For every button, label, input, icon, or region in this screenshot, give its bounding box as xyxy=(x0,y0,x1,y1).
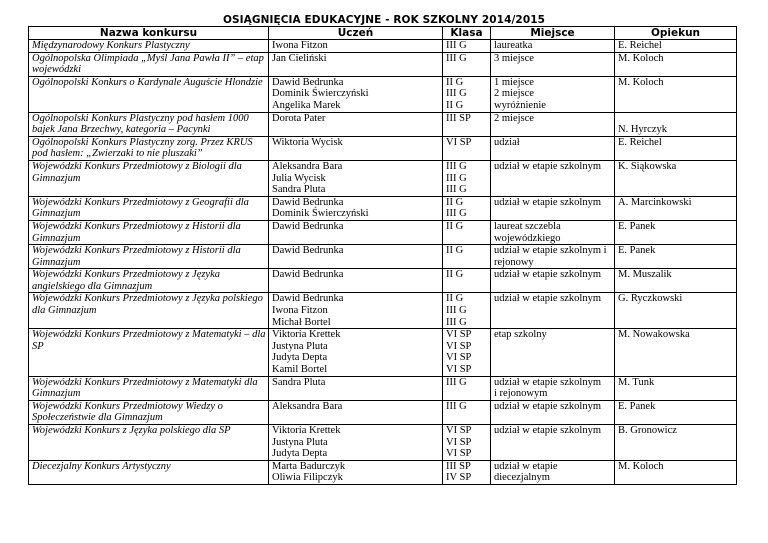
class-line: VI SP xyxy=(446,340,472,352)
class-cell xyxy=(443,196,491,220)
student-cell xyxy=(269,329,443,376)
class-cell xyxy=(443,112,491,136)
teacher-line: K. Siąkowska xyxy=(618,160,677,172)
place-line: udział w etapie szkolnym xyxy=(494,376,602,388)
table-row xyxy=(29,329,737,376)
class-cell xyxy=(443,40,491,53)
teacher-line: M. Tunk xyxy=(618,376,655,388)
teacher-cell xyxy=(615,220,737,244)
contest-name-cell: Wojewódzki Konkurs Przedmiotowy z Historii dla Gimnazjum xyxy=(29,245,269,269)
teacher-line: E. Panek xyxy=(618,220,656,232)
student-cell xyxy=(269,160,443,196)
student-line: Justyna Pluta xyxy=(272,436,328,448)
class-line: III SP xyxy=(446,112,471,124)
teacher-line: E. Reichel xyxy=(618,136,662,148)
student-line: Dorota Pater xyxy=(272,112,326,124)
table-row xyxy=(29,376,737,400)
teacher-cell xyxy=(615,460,737,484)
student-line: Dominik Świerczyński xyxy=(272,88,369,100)
contest-name-cell: Wojewódzki Konkurs z Języka polskiego dla SP xyxy=(29,425,269,461)
place-line: 3 miejsce xyxy=(494,52,534,64)
place-line: udział w etapie szkolnym xyxy=(494,425,602,436)
student-cell xyxy=(269,460,443,484)
teacher-cell xyxy=(615,40,737,53)
class-cell xyxy=(443,52,491,76)
teacher-line: E. Panek xyxy=(618,400,656,412)
class-cell xyxy=(443,460,491,484)
class-line: II G xyxy=(446,196,464,208)
table-row xyxy=(29,112,737,136)
student-line: Iwona Fitzon xyxy=(272,40,328,51)
table-header-row xyxy=(29,27,737,40)
teacher-line: E. Panek xyxy=(618,245,656,257)
student-cell xyxy=(269,376,443,400)
class-line: III G xyxy=(446,184,467,196)
place-line: udział w etapie szkolnym xyxy=(494,196,602,208)
table-row xyxy=(29,196,737,220)
teacher-cell xyxy=(615,52,737,76)
table-row xyxy=(29,400,737,424)
class-line: IV SP xyxy=(446,472,472,484)
place-line: rejonowy xyxy=(494,256,534,268)
table-row xyxy=(29,425,737,461)
teacher-line: G. Ryczkowski xyxy=(618,293,683,305)
teacher-line xyxy=(618,113,734,125)
place-cell xyxy=(491,425,615,461)
contest-name-cell: Wojewódzki Konkurs Przedmiotowy Wiedzy o Społeczeństwie dla Gimnazjum xyxy=(29,400,269,424)
contest-name-cell: Wojewódzki Konkurs Przedmiotowy z Języka angielskiego dla Gimnazjum xyxy=(29,269,269,293)
student-line: Wiktoria Wycisk xyxy=(272,136,343,148)
class-line: VI SP xyxy=(446,136,472,148)
class-cell xyxy=(443,293,491,329)
student-line: Judyta Depta xyxy=(272,448,328,460)
header-place: Miejsce xyxy=(491,27,615,40)
student-line: Dawid Bedrunka xyxy=(272,293,344,305)
contest-name-cell: Wojewódzki Konkurs Przedmiotowy z Języka polskiego dla Gimnazjum xyxy=(29,293,269,329)
class-line: VI SP xyxy=(446,364,472,376)
table-row xyxy=(29,136,737,160)
student-line: Dominik Świerczyński xyxy=(272,208,369,220)
class-line: III G xyxy=(446,88,467,100)
place-cell xyxy=(491,40,615,53)
teacher-line: M. Koloch xyxy=(618,76,664,88)
table-row xyxy=(29,220,737,244)
class-cell xyxy=(443,136,491,160)
place-cell xyxy=(491,400,615,424)
contest-name-cell: Diecezjalny Konkurs Artystyczny xyxy=(29,460,269,484)
student-cell xyxy=(269,425,443,461)
student-line: Sandra Pluta xyxy=(272,184,326,196)
class-line: II G xyxy=(446,220,464,232)
contest-name-cell: Wojewódzki Konkurs Przedmiotowy z Geografii dla Gimnazjum xyxy=(29,196,269,220)
class-line: III G xyxy=(446,160,467,172)
place-cell xyxy=(491,136,615,160)
place-line: diecezjalnym xyxy=(494,472,550,484)
class-line: III G xyxy=(446,305,467,317)
class-line: II G xyxy=(446,245,464,257)
student-line: Michał Bortel xyxy=(272,316,331,328)
student-line: Viktoria Krettek xyxy=(272,425,341,436)
teacher-cell xyxy=(615,245,737,269)
student-line: Marta Badurczyk xyxy=(272,460,346,472)
teacher-cell xyxy=(615,196,737,220)
header-contest-name: Nazwa konkursu xyxy=(29,27,269,40)
header-class: Klasa xyxy=(443,27,491,40)
teacher-line: M. Koloch xyxy=(618,52,664,64)
place-line: udział w etapie szkolnym xyxy=(494,160,602,172)
class-line: III G xyxy=(446,52,467,64)
student-line: Sandra Pluta xyxy=(272,376,326,388)
place-line: udział w etapie szkolnym i xyxy=(494,245,607,257)
student-line: Judyta Depta xyxy=(272,352,328,364)
class-cell xyxy=(443,269,491,293)
place-line: wojewódzkiego xyxy=(494,232,561,244)
place-cell xyxy=(491,245,615,269)
contest-name-cell: Ogólnopolski Konkurs Plastyczny pod hasłem 1000 bajek Jana Brzechwy, kategoria – Pacynki xyxy=(29,112,269,136)
student-cell xyxy=(269,400,443,424)
place-line: udział w etapie xyxy=(494,460,558,472)
contest-name-cell: Wojewódzki Konkurs Przedmiotowy z Biologii dla Gimnazjum xyxy=(29,160,269,196)
table-row xyxy=(29,52,737,76)
table-row xyxy=(29,160,737,196)
student-line: Jan Cieliński xyxy=(272,52,327,64)
place-line: 2 miejsce xyxy=(494,112,534,124)
student-line: Oliwia Filipczyk xyxy=(272,472,343,484)
contest-name-cell: Międzynarodowy Konkurs Plastyczny xyxy=(29,40,269,53)
contest-name-cell: Wojewódzki Konkurs Przedmiotowy z Historii dla Gimnazjum xyxy=(29,220,269,244)
student-line: Julia Wycisk xyxy=(272,172,326,184)
place-line: etap szkolny xyxy=(494,329,547,341)
table-row xyxy=(29,245,737,269)
student-line: Dawid Bedrunka xyxy=(272,245,344,257)
place-line: udział w etapie szkolnym xyxy=(494,400,602,412)
student-line: Dawid Bedrunka xyxy=(272,269,344,281)
teacher-line: M. Koloch xyxy=(618,460,664,472)
place-line: 2 miejsce xyxy=(494,88,534,100)
place-line: udział xyxy=(494,136,520,148)
place-line: 1 miejsce xyxy=(494,76,534,88)
place-cell xyxy=(491,112,615,136)
place-cell xyxy=(491,460,615,484)
class-cell xyxy=(443,425,491,461)
student-line: Justyna Pluta xyxy=(272,340,328,352)
teacher-cell xyxy=(615,376,737,400)
place-line: laureatka xyxy=(494,40,533,51)
student-line: Dawid Bedrunka xyxy=(272,196,344,208)
student-cell xyxy=(269,136,443,160)
student-cell xyxy=(269,245,443,269)
class-line: VI SP xyxy=(446,425,472,436)
student-line: Dawid Bedrunka xyxy=(272,76,344,88)
place-cell xyxy=(491,293,615,329)
student-line: Dawid Bedrunka xyxy=(272,220,344,232)
class-line: II G xyxy=(446,99,464,111)
class-line: III G xyxy=(446,40,467,51)
place-line: udział w etapie szkolnym xyxy=(494,269,602,281)
class-line: III G xyxy=(446,172,467,184)
teacher-cell xyxy=(615,329,737,376)
student-line: Iwona Fitzon xyxy=(272,305,328,317)
class-line: III SP xyxy=(446,460,471,472)
place-line: i rejonowym xyxy=(494,388,548,400)
teacher-line: E. Reichel xyxy=(618,40,662,51)
place-line: laureat szczebla xyxy=(494,220,561,232)
class-line: II G xyxy=(446,293,464,305)
teacher-line: B. Gronowicz xyxy=(618,425,677,436)
student-line: Aleksandra Bara xyxy=(272,400,343,412)
table-body xyxy=(29,40,737,485)
class-line: III G xyxy=(446,400,467,412)
teacher-cell xyxy=(615,160,737,196)
class-line: VI SP xyxy=(446,329,472,341)
student-line: Aleksandra Bara xyxy=(272,160,343,172)
contest-name-cell: Ogólnopolski Konkurs Plastyczny zorg. Przez KRUS pod hasłem: „Zwierzaki to nie pluszaki” xyxy=(29,136,269,160)
table-row xyxy=(29,269,737,293)
student-cell xyxy=(269,52,443,76)
teacher-cell xyxy=(615,425,737,461)
class-cell xyxy=(443,220,491,244)
table-row xyxy=(29,460,737,484)
student-cell xyxy=(269,40,443,53)
contest-name-cell: Wojewódzki Konkurs Przedmiotowy z Matematyki – dla SP xyxy=(29,329,269,376)
class-line: III G xyxy=(446,376,467,388)
student-cell xyxy=(269,293,443,329)
class-line: II G xyxy=(446,269,464,281)
contest-name-cell: Wojewódzki Konkurs Przedmiotowy z Matematyki dla Gimnazjum xyxy=(29,376,269,400)
teacher-cell xyxy=(615,269,737,293)
student-cell xyxy=(269,112,443,136)
page-title: OSIĄGNIĘCIA EDUKACYJNE - ROK SZKOLNY 2014/2015 xyxy=(222,14,546,26)
class-cell xyxy=(443,376,491,400)
table-row xyxy=(29,40,737,53)
class-cell xyxy=(443,329,491,376)
place-cell xyxy=(491,220,615,244)
header-teacher: Opiekun xyxy=(615,27,737,40)
contest-name-cell: Ogólnopolski Konkurs o Kardynale Auguście Hlondzie xyxy=(29,76,269,112)
teacher-line: M. Nowakowska xyxy=(618,329,690,341)
class-line: VI SP xyxy=(446,352,472,364)
student-cell xyxy=(269,196,443,220)
student-line: Angelika Marek xyxy=(272,99,341,111)
place-cell xyxy=(491,160,615,196)
teacher-line: M. Muszalik xyxy=(618,269,672,281)
class-line: III G xyxy=(446,208,467,220)
teacher-cell xyxy=(615,76,737,112)
table-row xyxy=(29,293,737,329)
student-cell xyxy=(269,220,443,244)
teacher-cell xyxy=(615,400,737,424)
place-line: wyróżnienie xyxy=(494,99,546,111)
class-line: III G xyxy=(446,316,467,328)
class-cell xyxy=(443,400,491,424)
class-line: VI SP xyxy=(446,448,472,460)
header-student: Uczeń xyxy=(269,27,443,40)
class-line: II G xyxy=(446,76,464,88)
teacher-cell xyxy=(615,112,737,136)
student-cell xyxy=(269,269,443,293)
contest-name-cell: Ogólnopolska Olimpiada „Myśl Jana Pawła II” – etap wojewódzki xyxy=(29,52,269,76)
place-cell xyxy=(491,76,615,112)
teacher-line: A. Marcinkowski xyxy=(618,196,692,208)
class-cell xyxy=(443,245,491,269)
place-cell xyxy=(491,329,615,376)
student-line: Kamil Bortel xyxy=(272,364,328,376)
place-cell xyxy=(491,269,615,293)
place-line: udział w etapie szkolnym xyxy=(494,293,602,305)
class-cell xyxy=(443,160,491,196)
place-cell xyxy=(491,52,615,76)
student-cell xyxy=(269,76,443,112)
place-cell xyxy=(491,196,615,220)
teacher-cell xyxy=(615,293,737,329)
teacher-cell xyxy=(615,136,737,160)
class-line: VI SP xyxy=(446,436,472,448)
achievements-table xyxy=(28,26,737,485)
teacher-line: N. Hyrczyk xyxy=(618,124,667,136)
student-line: Viktoria Krettek xyxy=(272,329,341,341)
place-cell xyxy=(491,376,615,400)
table-row xyxy=(29,76,737,112)
class-cell xyxy=(443,76,491,112)
